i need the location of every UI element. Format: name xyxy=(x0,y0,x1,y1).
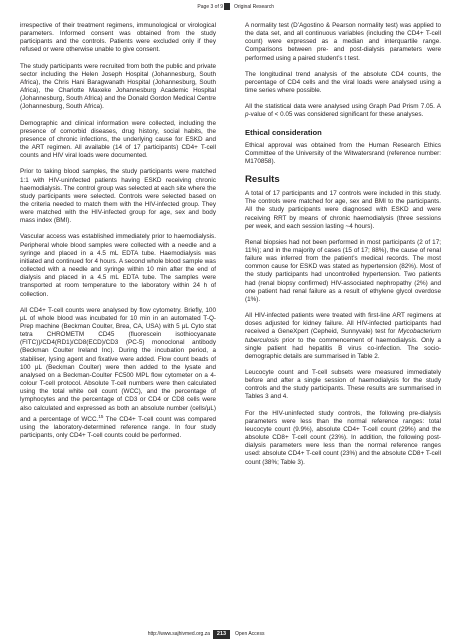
paragraph-recruitment: The study participants were recruited from both the public and private sector including the Helen Joseph Hospital (Johannesburg, South Africa), the Chris Hani Baragwanath Hospital (Johannesburg, South Africa), the Charlotte Maxeke Johannesburg Academic Hospital (Johannesburg, South Africa) and the Donald Gordon Medical Centre (Johannesburg, South Africa). xyxy=(20,62,216,111)
results-heading: Results xyxy=(245,174,280,186)
page-number-badge: 213 xyxy=(213,630,230,639)
page-label: Page 3 of 9 xyxy=(197,4,223,10)
paragraph-results-participants: A total of 17 participants and 17 controls were included in this study. The controls were matched for age, sex and BMI to the participants. All the study participants were diagnosed with ESKD and were receiving RRT by means of chronic haemodialysis (three sessions per week, and each session lasting ~4 hours). xyxy=(245,190,441,230)
paragraph-statistics: All the statistical data were analysed using Graph Pad Prism 7.05. A p-value of < 0.05 was considered significant for these analyses. xyxy=(245,103,441,119)
paragraph-trend-analysis: The longitudinal trend analysis of the absolute CD4 counts, the percentage of CD4 cells and the viral loads were analysed using a time series where possible. xyxy=(245,70,441,95)
paragraph-ethical-approval: Ethical approval was obtained from the Human Research Ethics Committee of the University of the Witwatersrand (reference number: M170858). xyxy=(245,141,441,165)
paragraph-normality-test: A normality test (D’Agostino & Pearson normality test) was applied to the data set, and all continuous variables (including the CD4+ T-cell count) were expressed as a median and interquartile range. Comparisons between pre- and post-dialysis parameters were performed using a paired student’s t test. xyxy=(245,22,441,62)
header-separator-block xyxy=(224,3,230,10)
paragraph-results-controls: For the HIV-uninfected study controls, the following pre-dialysis parameters were less than the normal reference ranges: total leucocyte count (9.9%), absolute CD4+ T-cell count (29%) and the absolute CD8+ T-cell count (23%). In addition, the following post-dialysis parameters were less than the normal reference ranges used: absolute CD4+ T-cell count (23%) and the absolute CD8+ T-cell count (38%; Table 3). xyxy=(245,409,441,466)
article-type-label: Original Research xyxy=(234,4,275,10)
paragraph-flow-cytometry: All CD4+ T-cell counts were analysed by flow cytometry. Briefly, 100 μL of whole blood was incubated for 10 min in an automated T-Q-Prep machine (Beckman Coulter, Brea, CA, USA) with 5 μL Cyto stat tetra CHROMETM CD45 (fluorescein isothiocyanate (FITC))/CD4(RD1)/CD8(ECD)/CD3 (PC-5) monoclonal antibody (Beckman Coulter Ireland Inc). During the incubation period, a stabiliser, lysing agent and fixative were added. Flow count beads of 100 μL (Beckman Coulter) were then added to the lysate and analysed on a Beckman-Coulter FC500 MPL flow cytometer on a 4-colour T-cell protocol. Absolute T-cell numbers were then calculated using the total white cell count (WCC), and the percentage of lymphocytes and the percentage of CD3 or CD4 or CD8 cells were also calculated and expressed as both an absolute number (cells/μL) and a percentage of WCC.$^{15}$ The CD4+ T-cell count was compared using the laboratory-determined reference range. In four study participants, only CD4+ T-cell counts could be performed. xyxy=(20,306,216,440)
paragraph-treatment: irrespective of their treatment regimens, immunological or virological parameters. Informed consent was obtained from the study participants and the controls. Patients were excluded only if they refused or were otherwise unable to give consent. xyxy=(20,22,216,54)
right-column xyxy=(245,22,441,475)
page-header xyxy=(0,0,453,13)
paragraph-vascular-access: Vascular access was established immediately prior to haemodialysis. Peripheral whole blood samples were collected with a needle and a syringe and placed in a 4.5 mL EDTA tube. Haemodialysis was initiated and continued for 4 hours. A second whole blood sample was collected with a needle and syringe within 10 min after the end of dialysis and placed in a 4.5 mL EDTA tube. The samples were transported at room temperature to the laboratory within 24 h of collection. xyxy=(20,233,216,298)
open-access-label: Open Access xyxy=(235,631,265,637)
paragraph-matching: Prior to taking blood samples, the study participants were matched 1:1 with HIV-uninfected patients having ESKD receiving chronic haemodialysis. The control group was selected at each site where the study participants were selected. Controls were selected based on the criteria needed to match them with the HIV-infected group. They were matched with the HIV-infected group for age, sex and body mass index (BMI). xyxy=(20,168,216,225)
paragraph-demographics: Demographic and clinical information were collected, including the presence of comorbid diseases, drug history, social habits, the presence of chronic infections, the underlying cause for ESKD and the ART regimen. All available (14 of 17 participants) CD4+ T-cell counts and HIV viral loads were documented. xyxy=(20,119,216,160)
ethical-consideration-heading: Ethical consideration xyxy=(245,127,322,137)
page-footer xyxy=(0,626,453,640)
reference-superscript: 15 xyxy=(98,413,104,419)
journal-url-link[interactable]: http://www.sajhivmed.org.za xyxy=(147,631,210,637)
paragraph-results-art: All HIV-infected patients were treated with first-line ART regimens at doses adjusted for kidney failure. All HIV-infected participants had received a GeneXpert (Cepheid, Sunnyvale) test for Mycobacterium tuberculosis prior to the commencement of haemodialysis. Only a single patient had hepatitis B virus co-infection. The socio-demographic details are summarised in Table 2. xyxy=(245,312,441,360)
left-column xyxy=(20,22,216,448)
paragraph-results-tcell-subsets: Leucocyte count and T-cell subsets were measured immediately before and after a single session of haemodialysis for the study controls and the study participants. These results are summarised in Tables 3 and 4. xyxy=(245,369,441,401)
paragraph-results-biopsies: Renal biopsies had not been performed in most participants (2 of 17; 11%); and in the majority of cases (15 of 17; 88%), the cause of renal failure was inferred from the patient’s medical records. The most common cause for ESKD was stated as hypertension (82%). Most of the study participants had uncontrolled hypertension. Two patients had (renal biopsy confirmed) HIV-associated nephropathy (2%) and one patient had renal failure as a result of ethylene glycol overdose (1%). xyxy=(245,238,441,303)
